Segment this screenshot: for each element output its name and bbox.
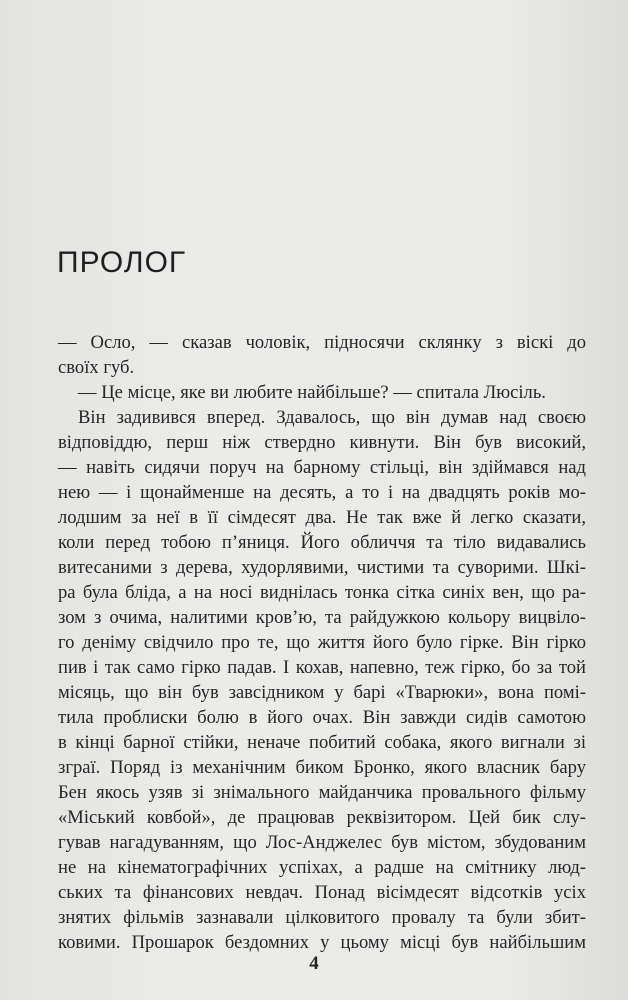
page-number: 4 [309,953,319,974]
text-line: «Міський ковбой», де працював реквізитором. Цей бик слу- [58,807,586,828]
text-line: Бен якось узяв зі знімального майданчика провального фільму [58,782,586,803]
text-line: — Це місце, яке ви любите найбільше? — спитала Люсіль. [78,382,546,403]
text-line: лодшим за неї в її сімдесят два. Не так вже й легко сказати, [58,507,586,528]
text-line: зом з очима, налитими кров’ю, та райдужкою кольору вицвіло- [58,607,586,628]
text-line: коли перед тобою п’яниця. Його обличчя та тіло видавались [58,532,586,553]
text-line: відповіддю, перш ніж ствердно кивнути. Він був високий, [58,432,586,453]
text-line: ковими. Прошарок бездомних у цьому місці був найбільшим [58,932,586,953]
chapter-title: ПРОЛОГ [57,246,187,280]
text-line: не на кінематографічних успіхах, а радше на смітнику люд- [58,857,586,878]
text-line: — Осло, — сказав чоловік, підносячи склянку з віскі до [58,332,586,353]
text-line: витесаними з дерева, худорлявими, чистими та суворими. Шкі- [58,557,586,578]
text-line: — навіть сидячи поруч на барному стільці, він здіймався над [58,457,586,478]
text-line: пив і так само гірко падав. І кохав, напевно, теж гірко, бо за той [58,657,586,678]
text-line: в кінці барної стійки, неначе побитий собака, якого вигнали зі [58,732,586,753]
text-line: зграї. Поряд із механічним биком Бронко, якого власник бару [58,757,586,778]
text-line: Він задивився вперед. Здавалось, що він думав над своєю [78,407,586,428]
text-line: місяць, що він був завсідником у барі «Тварюки», вона помі- [58,682,586,703]
text-line: гував нагадуванням, що Лос-Анджелес був містом, збудованим [58,832,586,853]
body-text [58,330,586,955]
text-line: нею — і щонайменше на десять, а то і на двадцять років мо- [58,482,586,503]
text-line: знятих фільмів зазнавали цілковитого провалу та були збит- [58,907,586,928]
text-line: своїх губ. [58,357,135,378]
text-line: ра була бліда, а на носі виднілась тонка сітка синіх вен, що ра- [58,582,586,603]
text-line: го деніму свідчило про те, що життя його було гірке. Він гірко [58,632,586,653]
text-line: тила проблиски болю в його очах. Він завжди сидів самотою [58,707,586,728]
text-line: ських та фінансових невдач. Понад вісімдесят відсотків усіх [58,882,586,903]
